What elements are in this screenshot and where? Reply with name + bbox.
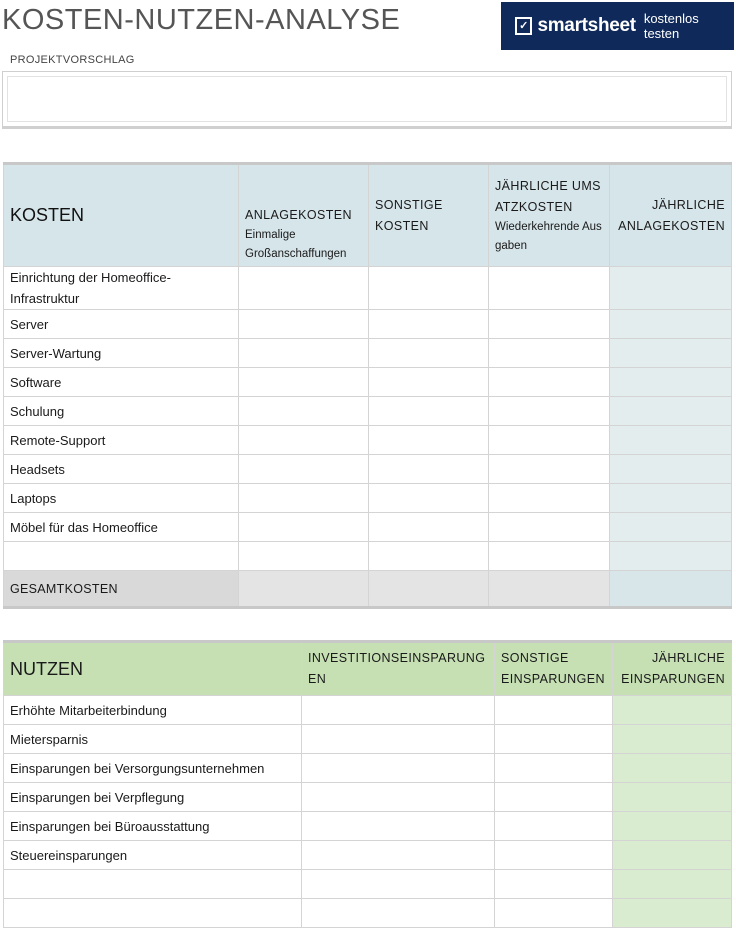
col-investitionseinsparungen: INVESTITIONSEINSPARUNGEN [302,642,495,696]
costs-table [3,162,732,609]
cell[interactable] [489,339,610,368]
col-anlagekosten-sub: Einmalige Großanschaffungen [245,229,347,260]
cell[interactable] [302,841,495,870]
cell[interactable] [239,426,369,455]
cost-row-label[interactable] [4,542,239,571]
cell[interactable] [489,267,610,310]
cell[interactable] [302,754,495,783]
benefit-row-label[interactable] [4,870,302,899]
cell[interactable] [239,513,369,542]
cost-row-label: Einrichtung der Homeoffice-Infrastruktur [4,267,239,310]
cell[interactable] [369,484,489,513]
col-jaehrliche-anlagekosten: JÄHRLICHE ANLAGEKOSTEN [610,164,732,267]
total-cell[interactable] [369,571,489,608]
table-row [4,310,732,339]
benefits-table [3,640,732,928]
cell[interactable] [613,812,732,841]
cell[interactable] [610,426,732,455]
total-cell[interactable] [489,571,610,608]
cell[interactable] [495,899,613,928]
cell[interactable] [239,542,369,571]
table-row [4,513,732,542]
cell[interactable] [495,841,613,870]
table-row [4,455,732,484]
cell[interactable] [302,783,495,812]
cell[interactable] [239,310,369,339]
cell[interactable] [613,899,732,928]
col-jaehrliche-umsatzkosten [489,164,610,267]
cell[interactable] [489,397,610,426]
table-row [4,267,732,310]
cell[interactable] [610,397,732,426]
project-proposal-input[interactable] [7,76,727,122]
table-row [4,899,732,928]
benefit-row-label: Einsparungen bei Versorgungsunternehmen [4,754,302,783]
cell[interactable] [495,696,613,725]
benefit-row-label: Mietersparnis [4,725,302,754]
cost-row-label: Möbel für das Homeoffice [4,513,239,542]
cost-row-label: Server-Wartung [4,339,239,368]
cell[interactable] [369,267,489,310]
benefits-header-row [4,642,732,696]
table-row [4,426,732,455]
cell[interactable] [610,542,732,571]
benefit-row-label: Erhöhte Mitarbeiterbindung [4,696,302,725]
cell[interactable] [239,339,369,368]
benefit-row-label: Einsparungen bei Verpflegung [4,783,302,812]
cell[interactable] [613,841,732,870]
total-cell[interactable] [239,571,369,608]
benefit-row-label: Einsparungen bei Büroausstattung [4,812,302,841]
costs-heading: KOSTEN [4,164,239,267]
cell[interactable] [369,455,489,484]
cell[interactable] [495,870,613,899]
col-sonstige-kosten: SONSTIGE KOSTEN [369,164,489,267]
cell[interactable] [302,696,495,725]
col-jaehrliche-einsparungen: JÄHRLICHE EINSPARUNGEN [613,642,732,696]
total-costs-label: GESAMTKOSTEN [4,571,239,608]
cell[interactable] [239,397,369,426]
table-row [4,783,732,812]
cell[interactable] [369,513,489,542]
cell[interactable] [489,368,610,397]
cell[interactable] [239,484,369,513]
benefit-row-label: Steuereinsparungen [4,841,302,870]
cell[interactable] [369,397,489,426]
cost-row-label: Remote-Support [4,426,239,455]
cell[interactable] [239,455,369,484]
col-umsatzkosten-label: JÄHRLICHE UMSATZKOSTEN [495,178,601,214]
smartsheet-check-icon: ✓ [515,17,532,35]
logo-brand: smartsheet [537,15,636,36]
cell[interactable] [302,725,495,754]
table-row [4,754,732,783]
total-row [4,571,732,608]
cell[interactable] [302,899,495,928]
page-title: KOSTEN-NUTZEN-ANALYSE [2,4,401,36]
cell[interactable] [610,513,732,542]
costs-header-row [4,164,732,267]
col-anlagekosten [239,164,369,267]
cell[interactable] [610,455,732,484]
cell[interactable] [489,542,610,571]
cell[interactable] [613,696,732,725]
table-row [4,397,732,426]
cost-row-label: Server [4,310,239,339]
table-row [4,542,732,571]
table-row [4,812,732,841]
cell[interactable] [610,484,732,513]
cell[interactable] [495,754,613,783]
cell[interactable] [489,513,610,542]
cell[interactable] [369,426,489,455]
benefit-row-label[interactable] [4,899,302,928]
cell[interactable] [610,339,732,368]
logo-cta: kostenlos testen [643,11,699,41]
col-sonstige-einsparungen: SONSTIGE EINSPARUNGEN [495,642,613,696]
cell[interactable] [613,870,732,899]
cell[interactable] [239,368,369,397]
cell[interactable] [302,812,495,841]
cell[interactable] [489,310,610,339]
cell[interactable] [613,783,732,812]
cell[interactable] [495,812,613,841]
table-row [4,841,732,870]
cell[interactable] [610,368,732,397]
total-cell[interactable] [610,571,732,608]
table-row [4,870,732,899]
cell[interactable] [369,368,489,397]
cell[interactable] [610,267,732,310]
table-row [4,368,732,397]
cell[interactable] [489,426,610,455]
project-proposal-field[interactable] [2,71,732,129]
table-row [4,725,732,754]
benefits-heading: NUTZEN [4,642,302,696]
cell[interactable] [495,783,613,812]
col-umsatzkosten-sub: Wiederkehrende Ausgaben [495,220,602,252]
cell[interactable] [302,870,495,899]
table-row [4,484,732,513]
smartsheet-logo-button[interactable] [501,2,734,50]
table-row [4,696,732,725]
cell[interactable] [369,310,489,339]
cell[interactable] [489,484,610,513]
cell[interactable] [495,725,613,754]
col-anlagekosten-label: ANLAGEKOSTEN [245,208,352,222]
cost-row-label: Software [4,368,239,397]
cell[interactable] [369,339,489,368]
cell[interactable] [489,455,610,484]
cell[interactable] [610,310,732,339]
cost-row-label: Schulung [4,397,239,426]
cell[interactable] [613,754,732,783]
cost-row-label: Headsets [4,455,239,484]
cell[interactable] [613,725,732,754]
cost-row-label: Laptops [4,484,239,513]
table-row [4,339,732,368]
cell[interactable] [239,267,369,310]
subtitle: PROJEKTVORSCHLAG [10,54,135,66]
cell[interactable] [369,542,489,571]
